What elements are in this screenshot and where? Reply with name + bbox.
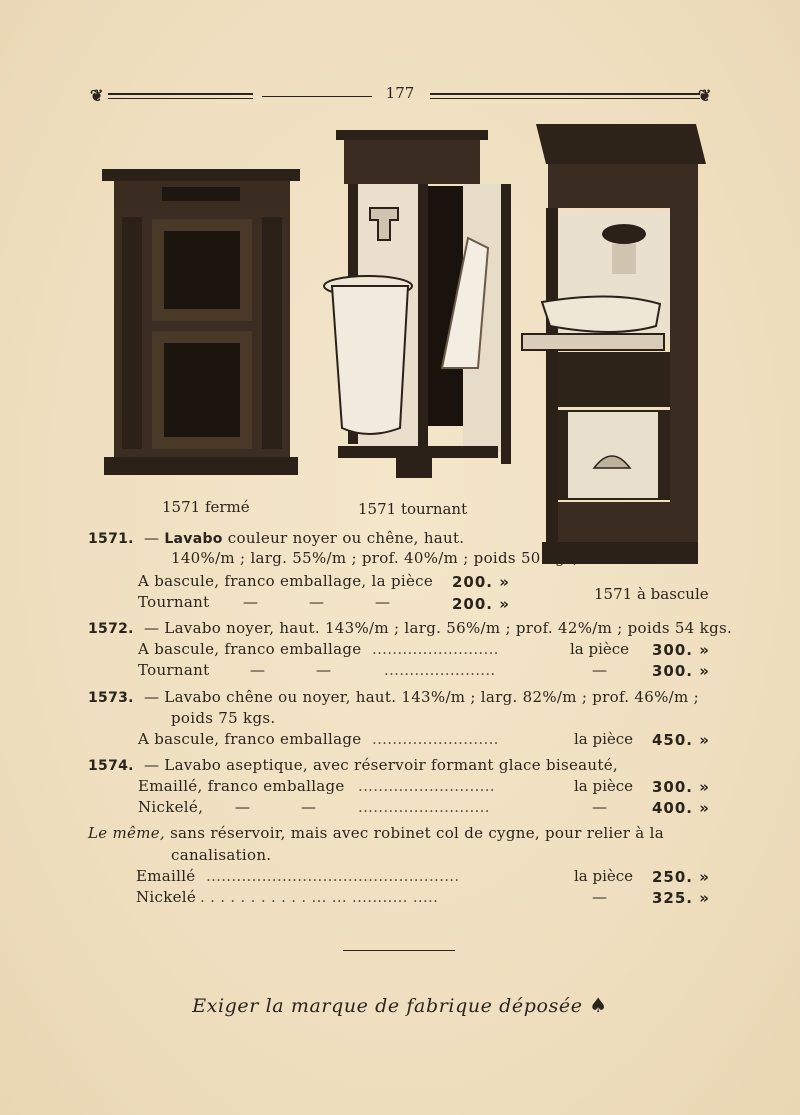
meme-line1 [88, 824, 664, 842]
left-ornament-icon: ❦ [90, 86, 104, 105]
trademark-logo-icon: ♠ [589, 993, 608, 1017]
rotating-lavabo-illustration [318, 128, 516, 483]
header-rule-left-2 [108, 98, 253, 99]
entry-1573-row1-unit: la pièce [574, 730, 634, 748]
entry-1571-dash: — [143, 529, 160, 547]
entry-1571-number: 1571. [88, 531, 134, 547]
meme-row2-price: 325. » [652, 889, 710, 907]
entry-1572-row2-dashes: — — [250, 661, 332, 679]
meme-row1-leader: .................................................. [206, 867, 460, 885]
header-rule-left-1 [108, 93, 253, 95]
meme-row2-leader: . . . . . . . . . . . ... ... ........... ..... [200, 888, 439, 906]
entry-1574-line1 [88, 756, 618, 774]
entry-1574-row1-unit: la pièce [574, 777, 634, 795]
entry-1572-row1-label: A bascule, franco emballage [138, 640, 362, 658]
page-number: 177 [385, 84, 415, 102]
meme-lead: Le même, [88, 824, 165, 842]
header-rule-right-2 [430, 98, 700, 99]
entry-1573-row1-label: A bascule, franco emballage [138, 730, 362, 748]
entry-1572-row1-unit: la pièce [570, 640, 630, 658]
entry-1573-number: 1573. [88, 690, 134, 706]
entry-1574-text: — Lavabo aseptique, avec réservoir formant glace biseauté, [143, 756, 618, 774]
meme-row2-label: Nickelé [136, 888, 197, 906]
header-rule-left-3 [262, 96, 372, 97]
meme-row1-unit: la pièce [574, 867, 634, 885]
entry-1574-row2-price: 400. » [652, 799, 710, 817]
caption-closed: 1571 fermé [162, 498, 250, 516]
entry-1572-row2-price: 300. » [652, 662, 710, 680]
caption-rotating: 1571 tournant [358, 500, 468, 518]
entry-1571-desc2: 140%/m ; larg. 55%/m ; prof. 40%/m ; poids 50 kgs, [171, 549, 579, 567]
footer-text: Exiger la marque de fabrique déposée [192, 995, 583, 1017]
meme-row1-price: 250. » [652, 868, 710, 886]
meme-line2: canalisation. [171, 846, 272, 864]
entry-1572-row1-leader: ......................... [372, 640, 499, 658]
entry-1571-row1-label: A bascule, franco emballage, la pièce [138, 572, 434, 590]
entry-1571-row2-label: Tournant [138, 593, 210, 611]
header-rule-right-1 [430, 93, 700, 95]
entry-1574-row2-unit: — [592, 798, 607, 816]
entry-1574-row1-leader: ........................... [358, 777, 495, 795]
entry-1572-number: 1572. [88, 621, 134, 637]
right-ornament-icon: ❦ [698, 86, 712, 105]
entry-1573-line2: poids 75 kgs. [171, 709, 276, 727]
entry-1574-row2-label: Nickelé, [138, 798, 204, 816]
closed-cabinet-illustration [100, 165, 302, 480]
entry-1574-row1-label: Emaillé, franco emballage [138, 777, 345, 795]
entry-1573-row1-price: 450. » [652, 731, 710, 749]
entry-1571-row2-dashes: — — — [243, 593, 391, 611]
caption-tilting: 1571 à bascule [594, 585, 709, 603]
entry-1571-row2-price: 200. » [452, 595, 510, 613]
entry-1573-row1-leader: ......................... [372, 730, 499, 748]
entry-1571-row1-price: 200. » [452, 573, 510, 591]
entry-1572-text: — Lavabo noyer, haut. 143%/m ; larg. 56%/m ; prof. 42%/m ; poids 54 kgs. [143, 619, 733, 637]
entry-1574-number: 1574. [88, 758, 134, 774]
entry-1572-row2-unit: — [592, 661, 607, 679]
separator-rule [343, 950, 455, 951]
meme-text: sans réservoir, mais avec robinet col de cygne, pour relier à la [170, 824, 664, 842]
entry-1573-line1 [88, 688, 699, 706]
entry-1571-name: Lavabo [164, 531, 223, 547]
entry-1572-row1-price: 300. » [652, 641, 710, 659]
entry-1572-row2-label: Tournant [138, 661, 210, 679]
entry-1572-line1 [88, 619, 732, 637]
entry-1574-row2-leader: .......................... [358, 798, 490, 816]
entry-1571-desc1: couleur noyer ou chêne, haut. [227, 529, 465, 547]
footer-trademark [0, 993, 800, 1017]
tilting-lavabo-illustration [520, 120, 710, 575]
meme-row1-label: Emaillé [136, 867, 196, 885]
entry-1574-row1-price: 300. » [652, 778, 710, 796]
entry-1573-text: — Lavabo chêne ou noyer, haut. 143%/m ; larg. 82%/m ; prof. 46%/m ; [143, 688, 699, 706]
entry-1572-row2-leader: ...................... [384, 661, 496, 679]
entry-1574-row2-dashes: — — [235, 798, 317, 816]
meme-row2-unit: — [592, 888, 607, 906]
entry-1571-line1 [88, 529, 464, 547]
